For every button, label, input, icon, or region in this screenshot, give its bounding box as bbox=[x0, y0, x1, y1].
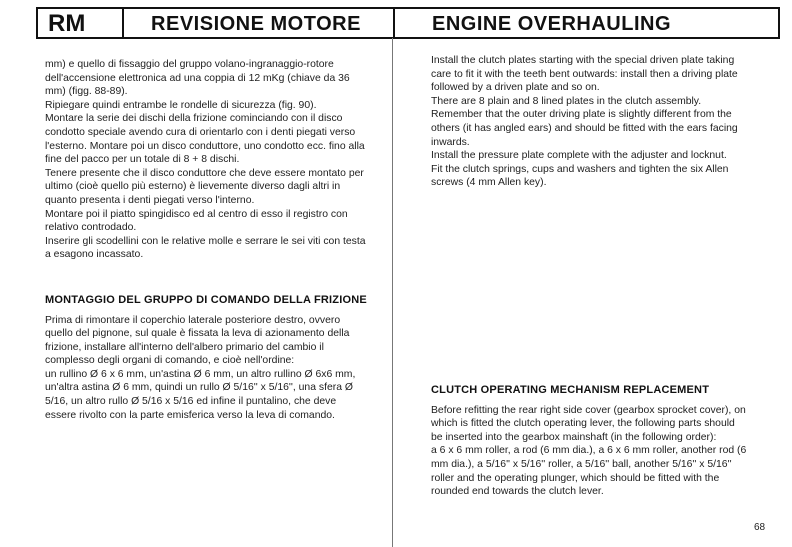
english-column-bottom bbox=[431, 384, 747, 499]
header-divider-language bbox=[393, 9, 395, 37]
paragraph: a 6 x 6 mm roller, a rod (6 mm dia.), a 6 x 6 mm roller, another rod (6 mm dia.), a 5/16'' x 5/16'' roller, a 5/16'' ball, another 5/16'' x 5/16'' roller and the operating plunger, which should be fitted with the rounded end towards the clutch lever. bbox=[431, 445, 747, 498]
paragraph: Tenere presente che il disco conduttore che deve essere montato per ultimo (cioè quello più esterno) è lievemente diverso dagli altri in quanto presenta i denti piegati verso l'interno. bbox=[45, 167, 364, 206]
paragraph: There are 8 plain and 8 lined plates in the clutch assembly. bbox=[431, 95, 702, 107]
section-heading-english: CLUTCH OPERATING MECHANISM REPLACEMENT bbox=[431, 384, 710, 396]
paragraph: Montare poi il piatto spingidisco ed al centro di esso il registro con relativo controdado. bbox=[45, 208, 348, 234]
title-english: ENGINE OVERHAULING bbox=[432, 13, 672, 35]
column-divider bbox=[392, 38, 393, 547]
english-column-top bbox=[431, 54, 747, 190]
paragraph: Remember that the outer driving plate is slightly different from the others (it has angled ears) and should be fitted with the ears facing inwards. bbox=[431, 109, 738, 148]
paragraph: Before refitting the rear right side cover (gearbox sprocket cover), on which is fitted the clutch operating lever, the following parts should be inserted into the gearbox mainshaft (in the following order): bbox=[431, 404, 746, 443]
paragraph: Fit the clutch springs, cups and washers and tighten the six Allen screws (4 mm Allen key). bbox=[431, 163, 729, 189]
section-code: RM bbox=[48, 10, 86, 37]
paragraph: Prima di rimontare il coperchio laterale posteriore destro, ovvero quello del pignone, sul quale è fissata la leva di azionamento della frizione, installare all'interno dell'albero primario del cambio il complesso degli organi di comando, e cioè nell'ordine: bbox=[45, 314, 350, 367]
paragraph: Inserire gli scodellini con le relative molle e serrare le sei viti con testa a esagono incassato. bbox=[45, 235, 366, 261]
paragraph: Install the clutch plates starting with the special driven plate taking care to fit it with the teeth bent outwards: install then a driving plate followed by a driven plate and so on. bbox=[431, 55, 738, 94]
title-italian: REVISIONE MOTORE bbox=[151, 13, 361, 35]
page-number: 68 bbox=[754, 522, 766, 533]
paragraph: mm) e quello di fissaggio del gruppo volano-ingranaggio-rotore dell'accensione elettronica ad una coppia di 12 mKg (chiave da 36 mm) (figg. 88-89). bbox=[45, 59, 350, 98]
paragraph: un rullino Ø 6 x 6 mm, un'astina Ø 6 mm, un altro rullino Ø 6x6 mm, un'altra astina Ø 6 mm, quindi un rullo Ø 5/16'' x 5/16'', una sfera Ø 5/16, un altro rullo Ø 5/16 x 5/16 ed infine il puntalino, che deve essere rivolto con la parte emisferica verso la leva di comando. bbox=[45, 368, 356, 421]
paragraph: Ripiegare quindi entrambe le rondelle di sicurezza (fig. 90). bbox=[45, 99, 317, 111]
paragraph: Install the pressure plate complete with the adjuster and locknut. bbox=[431, 150, 727, 162]
italian-column bbox=[45, 58, 367, 422]
section-heading-italian: MONTAGGIO DEL GRUPPO DI COMANDO DELLA FRIZIONE bbox=[45, 293, 367, 306]
paragraph: Montare la serie dei dischi della frizione cominciando con il disco condotto speciale avendo cura di orientarlo con i denti piegati verso l'esterno. Montare poi un disco conduttore, uno condotto ecc. fino alla fine del pacco per un totale di 8 + 8 dischi. bbox=[45, 113, 365, 166]
